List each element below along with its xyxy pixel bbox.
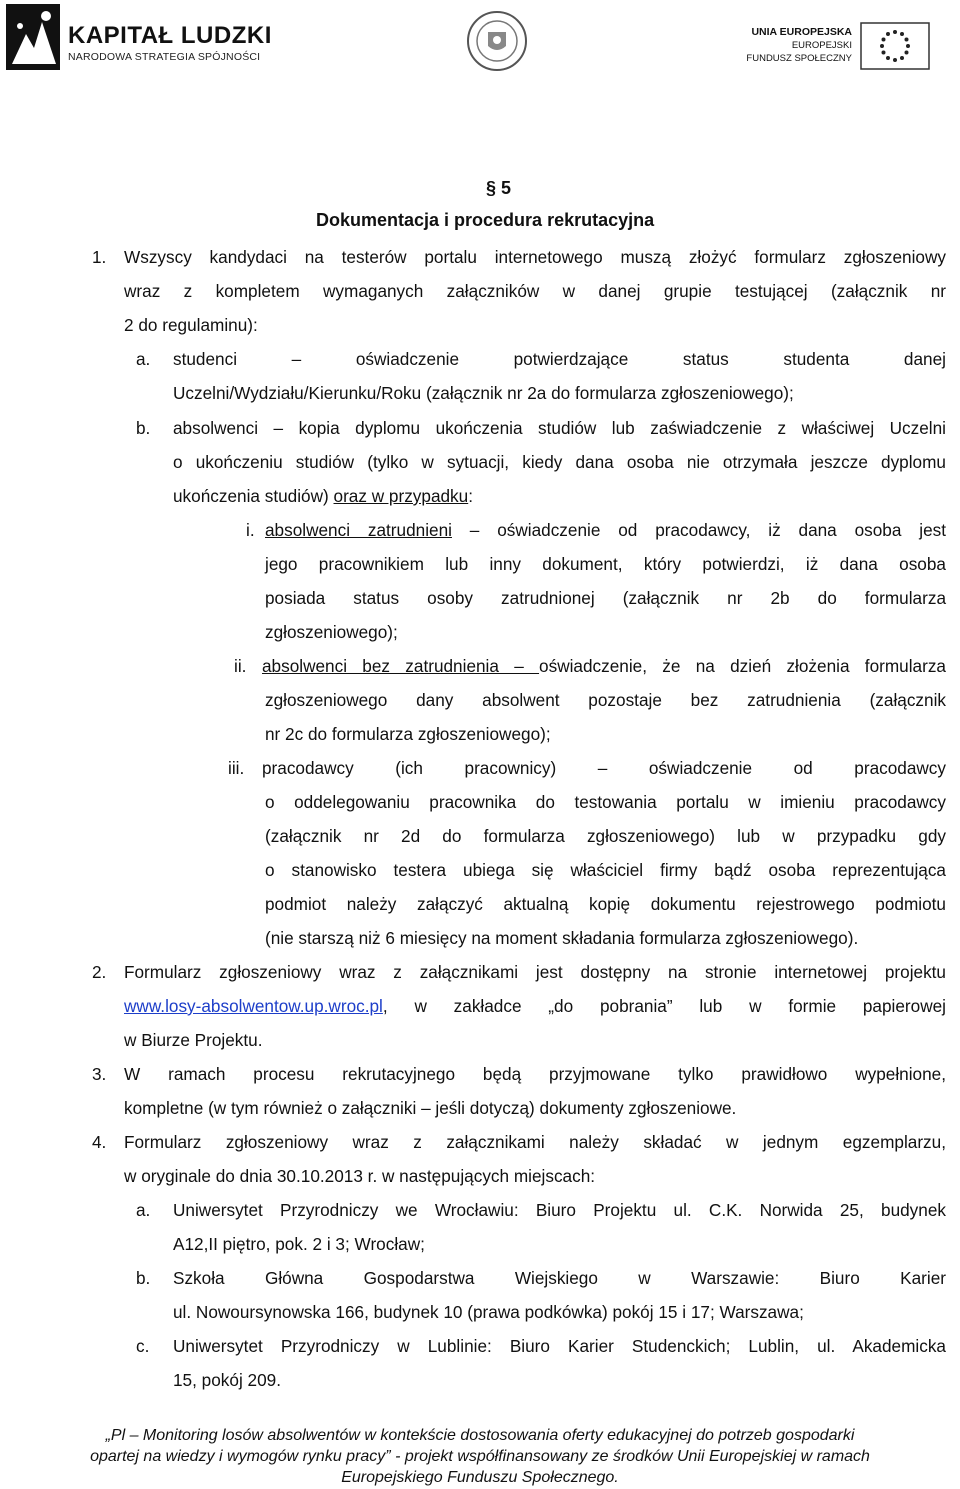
list-marker: iii.: [228, 758, 245, 778]
kapital-ludzki-mark-icon: [6, 4, 64, 70]
footer-line: Europejskiego Funduszu Społecznego.: [341, 1469, 619, 1486]
text-run-underlined: absolwenci bez zatrudnienia –: [262, 656, 540, 676]
paragraph-line: podmiot należy załączyć aktualną kopię dokumentu rejestrowego podmiotu: [265, 894, 946, 914]
university-seal-icon: [466, 10, 528, 72]
text-run: :: [468, 486, 473, 506]
paragraph-line: 15, pokój 209.: [173, 1370, 281, 1390]
text-run-underlined: absolwenci zatrudnieni: [265, 520, 452, 540]
paragraph-line: posiada status osoby zatrudnionej (załącznik nr 2b do formularza: [265, 588, 946, 608]
paragraph-line: wraz z kompletem wymaganych załączników w danej grupie testującej (załącznik nr: [124, 281, 946, 301]
paragraph-line: Szkoła Główna Gospodarstwa Wiejskiego w Warszawie: Biuro Karier: [173, 1268, 946, 1288]
text-run: oświadczenie, że na dzień złożenia formularza: [539, 656, 946, 676]
list-number: 1.: [92, 247, 107, 267]
paragraph-line: o stanowisko testera ubiega się właściciel firmy bądź osoba reprezentująca: [265, 860, 946, 880]
page-header: [0, 0, 960, 80]
paragraph-line: (nie starszą niż 6 miesięcy na moment składania formularza zgłoszeniowego).: [265, 928, 859, 948]
paragraph-line: Uczelni/Wydziału/Kierunku/Roku (załącznik nr 2a do formularza zgłoszeniowego);: [173, 383, 794, 403]
list-number: 3.: [92, 1064, 107, 1084]
paragraph-line: absolwenci – kopia dyplomu ukończenia studiów lub zaświadczenie z właściwej Uczelni: [173, 418, 946, 438]
kapital-ludzki-title: KAPITAŁ LUDZKI: [68, 22, 272, 49]
paragraph-line: A12,II piętro, pok. 2 i 3; Wrocław;: [173, 1234, 425, 1254]
page-footer: [0, 1425, 960, 1488]
paragraph-line: w oryginale do dnia 30.10.2013 r. w następujących miejscach:: [124, 1166, 596, 1186]
text-run-underlined: oraz w przypadku: [333, 486, 469, 506]
eu-line1: UNIA EUROPEJSKA: [751, 26, 852, 38]
footer-line: „Pl – Monitoring losów absolwentów w kontekście dostosowania oferty edukacyjnej do potrzeb gospodarki: [105, 1427, 855, 1444]
paragraph-line: Formularz zgłoszeniowy wraz z załącznikami jest dostępny na stronie internetowej projektu: [124, 962, 946, 982]
paragraph-line: kompletne (w tym również o załączniki – jeśli dotyczą) dokumenty zgłoszeniowe.: [124, 1098, 737, 1118]
paragraph-line: Formularz zgłoszeniowy wraz z załącznikami należy składać w jednym egzemplarzu,: [124, 1132, 946, 1152]
paragraph-line: [262, 654, 946, 678]
paragraph-line: W ramach procesu rekrutacyjnego będą przyjmowane tylko prawidłowo wypełnione,: [124, 1064, 946, 1084]
paragraph-line: zgłoszeniowego dany absolwent pozostaje bez zatrudnienia (załącznik: [265, 690, 946, 710]
paragraph-line: 2 do regulaminu):: [124, 315, 258, 335]
paragraph-line: zgłoszeniowego);: [265, 622, 398, 642]
paragraph-line: (załącznik nr 2d do formularza zgłoszeniowego) lub w przypadku gdy: [265, 826, 946, 846]
paragraph-line: [124, 994, 946, 1018]
list-number: 2.: [92, 962, 107, 982]
paragraph-line: o ukończeniu studiów (tylko w sytuacji, kiedy dana osoba nie otrzymała jeszcze dyplomu: [173, 452, 946, 472]
paragraph-line: Wszyscy kandydaci na testerów portalu internetowego muszą złożyć formularz zgłoszeniowy: [124, 247, 946, 267]
kapital-ludzki-subtitle: NARODOWA STRATEGIA SPÓJNOŚCI: [68, 51, 261, 63]
eu-logo-text: [746, 26, 852, 65]
list-marker: a.: [136, 349, 151, 369]
list-number: 4.: [92, 1132, 107, 1152]
kapital-ludzki-logo: [6, 4, 272, 70]
paragraph-line: ul. Nowoursynowska 166, budynek 10 (prawa podkówka) pokój 15 i 17; Warszawa;: [173, 1302, 804, 1322]
text-run: , w zakładce „do pobrania” lub w formie papierowej: [382, 996, 946, 1016]
paragraph-line: [173, 484, 473, 508]
paragraph-line: w Biurze Projektu.: [124, 1030, 263, 1050]
list-marker: b.: [136, 418, 151, 438]
section-title: Dokumentacja i procedura rekrutacyjna: [316, 210, 655, 230]
list-marker: i.: [246, 520, 255, 540]
footer-line: opartej na wiedzy i wymogów rynku pracy” - projekt współfinansowany ze środków Unii Europejskiej w ramach: [90, 1448, 870, 1465]
section-symbol: § 5: [486, 178, 512, 198]
project-website-link[interactable]: www.losy-absolwentow.up.wroc.pl: [124, 996, 383, 1016]
eu-line3: FUNDUSZ SPOŁECZNY: [746, 53, 852, 64]
paragraph-line: Uniwersytet Przyrodniczy we Wrocławiu: Biuro Projektu ul. C.K. Norwida 25, budynek: [173, 1200, 946, 1220]
list-marker: c.: [136, 1336, 150, 1356]
paragraph-line: studenci – oświadczenie potwierdzające status studenta danej: [173, 349, 946, 369]
text-run: – oświadczenie od pracodawcy, iż dana osoba jest: [451, 520, 947, 540]
paragraph-line: jego pracownikiem lub inny dokument, który potwierdzi, iż dana osoba: [265, 554, 946, 574]
text-run: ukończenia studiów): [173, 486, 334, 506]
list-marker: ii.: [234, 656, 247, 676]
paragraph-line: [265, 518, 946, 542]
paragraph-line: pracodawcy (ich pracownicy) – oświadczenie od pracodawcy: [262, 758, 946, 778]
eu-line2: EUROPEJSKI: [791, 40, 852, 51]
list-marker: a.: [136, 1200, 151, 1220]
paragraph-line: Uniwersytet Przyrodniczy w Lublinie: Biuro Karier Studenckich; Lublin, ul. Akademicka: [173, 1336, 946, 1356]
eu-flag-icon: [860, 22, 930, 70]
paragraph-line: o oddelegowaniu pracownika do testowania portalu w imieniu pracodawcy: [265, 792, 946, 812]
eu-logo: [730, 22, 930, 72]
list-marker: b.: [136, 1268, 151, 1288]
paragraph-line: nr 2c do formularza zgłoszeniowego);: [265, 724, 551, 744]
